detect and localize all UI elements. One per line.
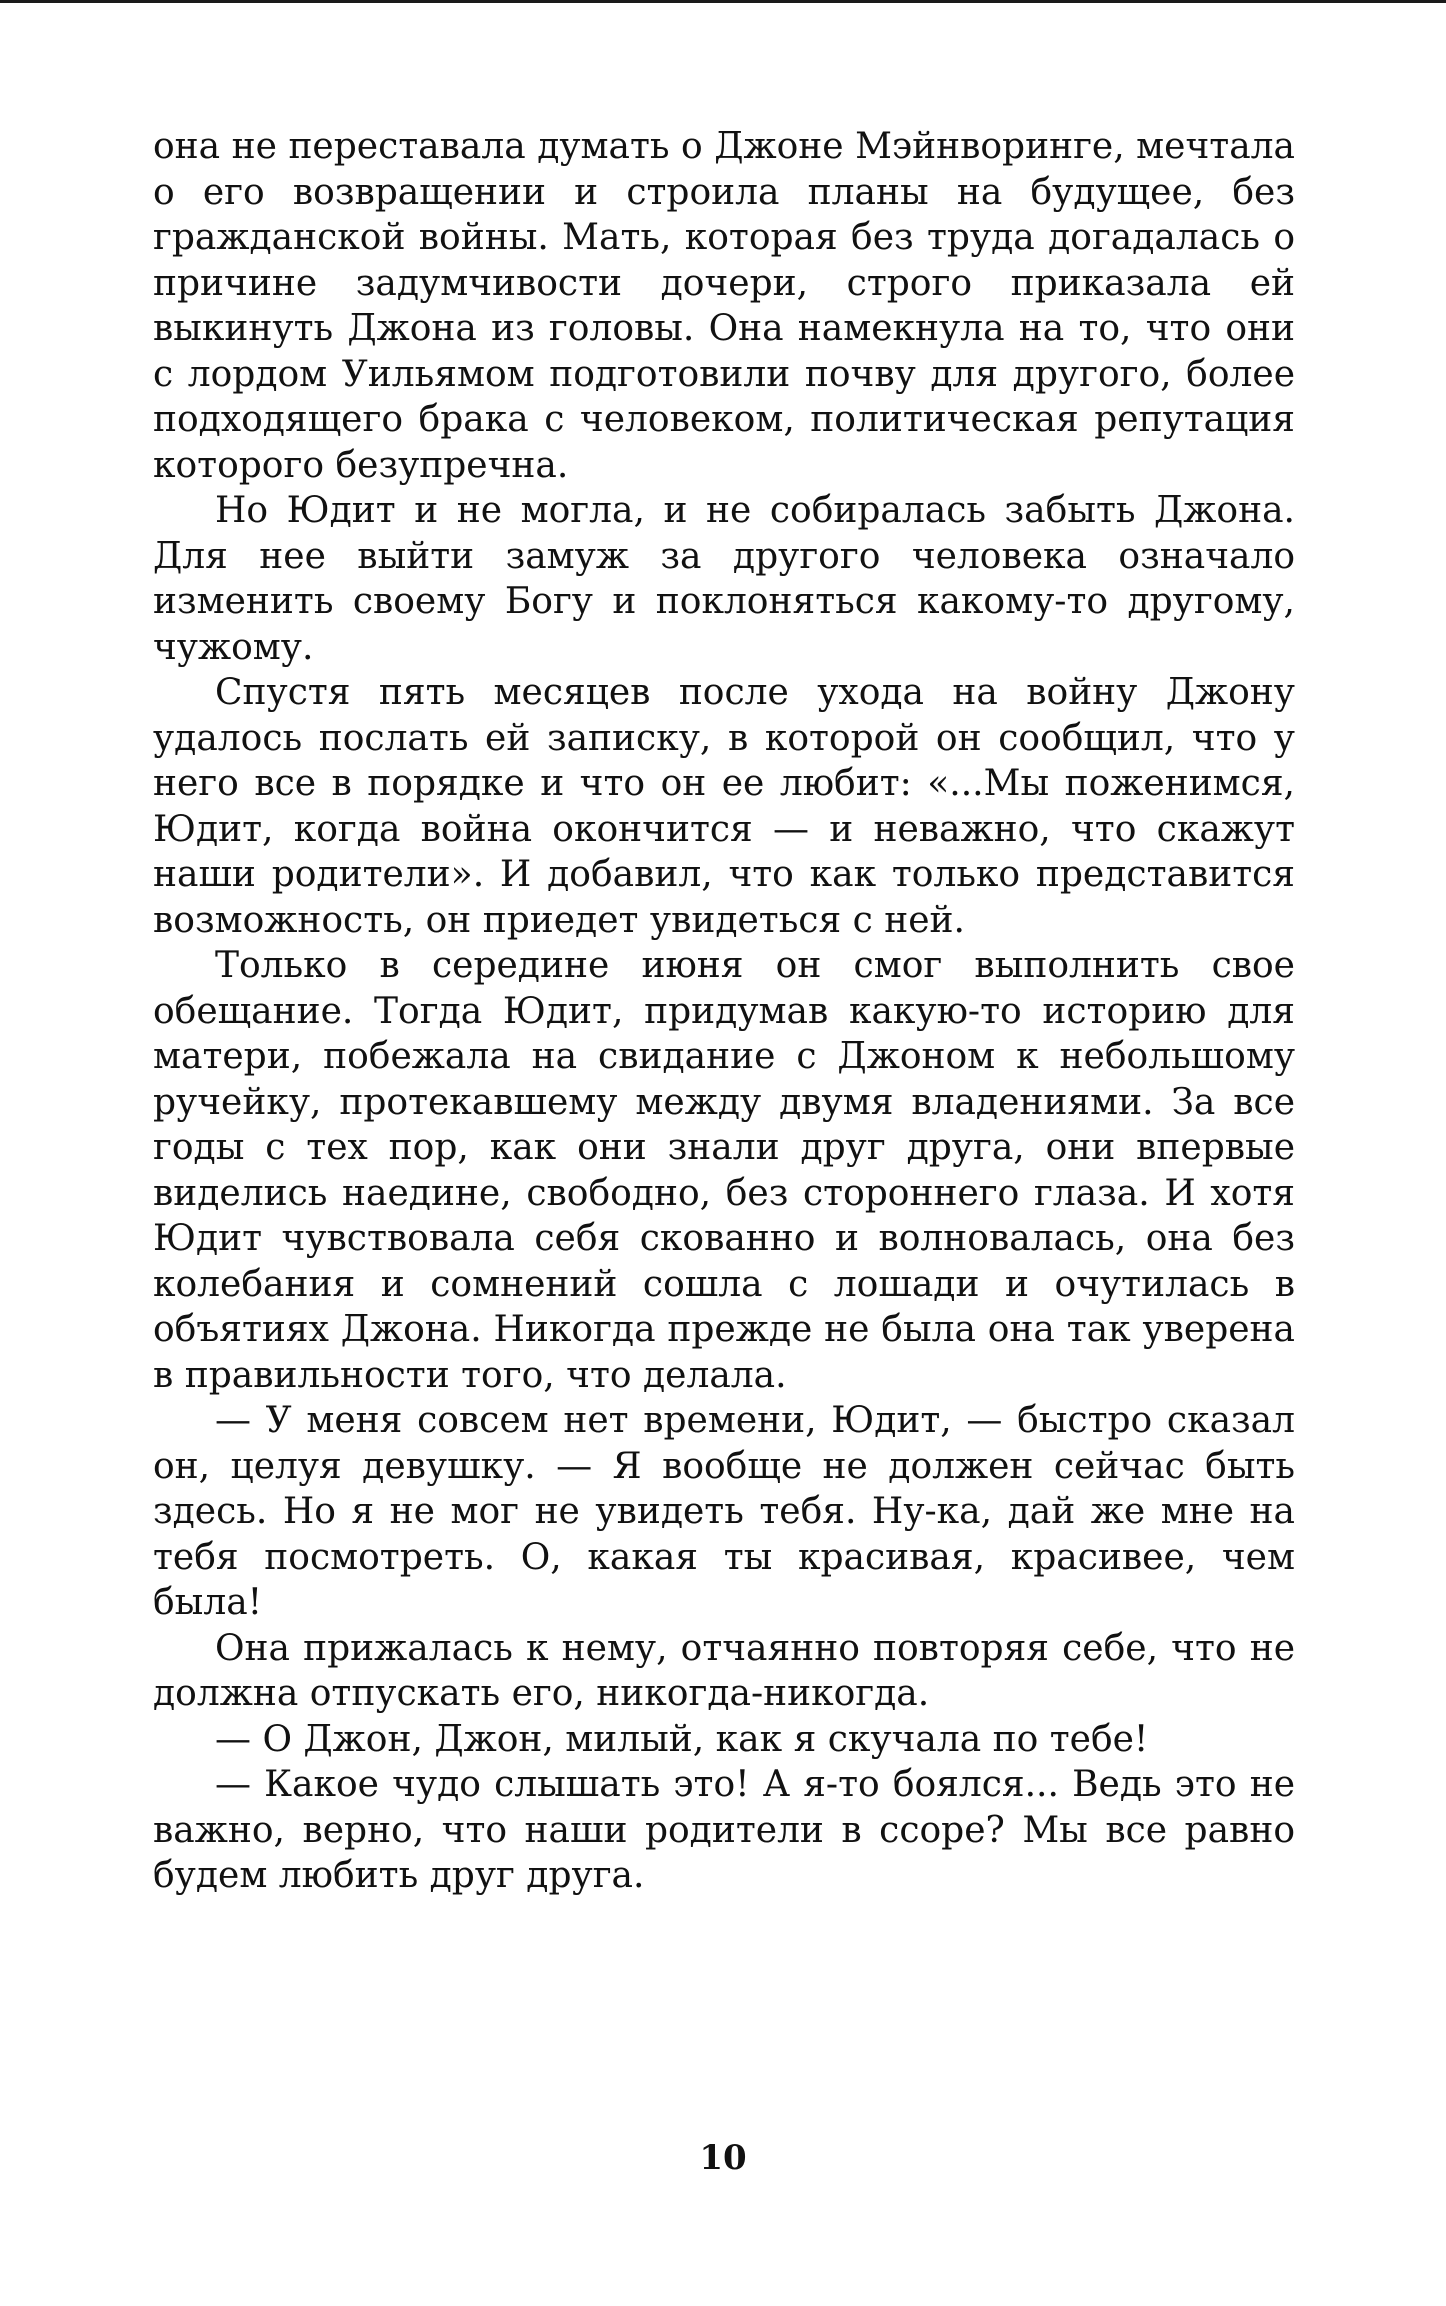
paragraph-5: — У меня совсем нет времени, Юдит, — быстро сказал он, целуя девушку. — Я вообще не должен сейчас быть здесь. Но я не мог не увидеть тебя. Ну-ка, дай же мне на тебя посмотреть. О, какая ты красивая, красивее, чем была! [153,1400,1295,1623]
paragraph-8: — Какое чудо слышать это! А я-то боялся... Ведь это не важно, верно, что наши родители в ссоре? Мы все равно будем любить друг друга. [153,1764,1295,1896]
paragraph-2: Но Юдит и не могла, и не собиралась забыть Джона. Для нее выйти замуж за другого человека означало изменить своему Богу и поклоняться какому-то другому, чужому. [153,490,1295,668]
top-border-line [0,0,1446,3]
paragraph-7: — О Джон, Джон, милый, как я скучала по тебе! [215,1718,1149,1760]
paragraph-1: она не переставала думать о Джоне Мэйнворинге, мечтала о его возвращении и строила планы на будущее, без гражданской войны. Мать, которая без труда догадалась о причине задумчивости дочери, строго приказала ей выкинуть Джона из головы. Она намекнула на то, что они с лордом Уильямом подготовили почву для другого, более подходящего брака с человеком, политическая репутация которого безупречна. [153,126,1295,486]
paragraph-4: Только в середине июня он смог выполнить свое обещание. Тогда Юдит, придумав какую-то историю для матери, побежала на свидание с Джоном к небольшому ручейку, протекавшему между двумя владениями. За все годы с тех пор, как они знали друг друга, они впервые виделись наедине, свободно, без стороннего глаза. И хотя Юдит чувствовала себя скованно и волновалась, она без колебания и сомнений сошла с лошади и очутилась в объятиях Джона. Никогда прежде не была она так уверена в правильности того, что делала. [153,945,1295,1396]
paragraph-3: Спустя пять месяцев после ухода на войну Джону удалось послать ей записку, в которой он сообщил, что у него все в порядке и что он ее любит: «...Мы поженимся, Юдит, когда война окончится — и неважно, что скажут наши родители». И добавил, что как только представится возможность, он приедет увидеться с ней. [153,672,1295,941]
body-text [153,124,1295,1899]
paragraph-6: Она прижалась к нему, отчаянно повторяя себе, что не должна отпускать его, никогда-никогда. [153,1627,1295,1714]
page-number: 10 [699,2138,747,2178]
